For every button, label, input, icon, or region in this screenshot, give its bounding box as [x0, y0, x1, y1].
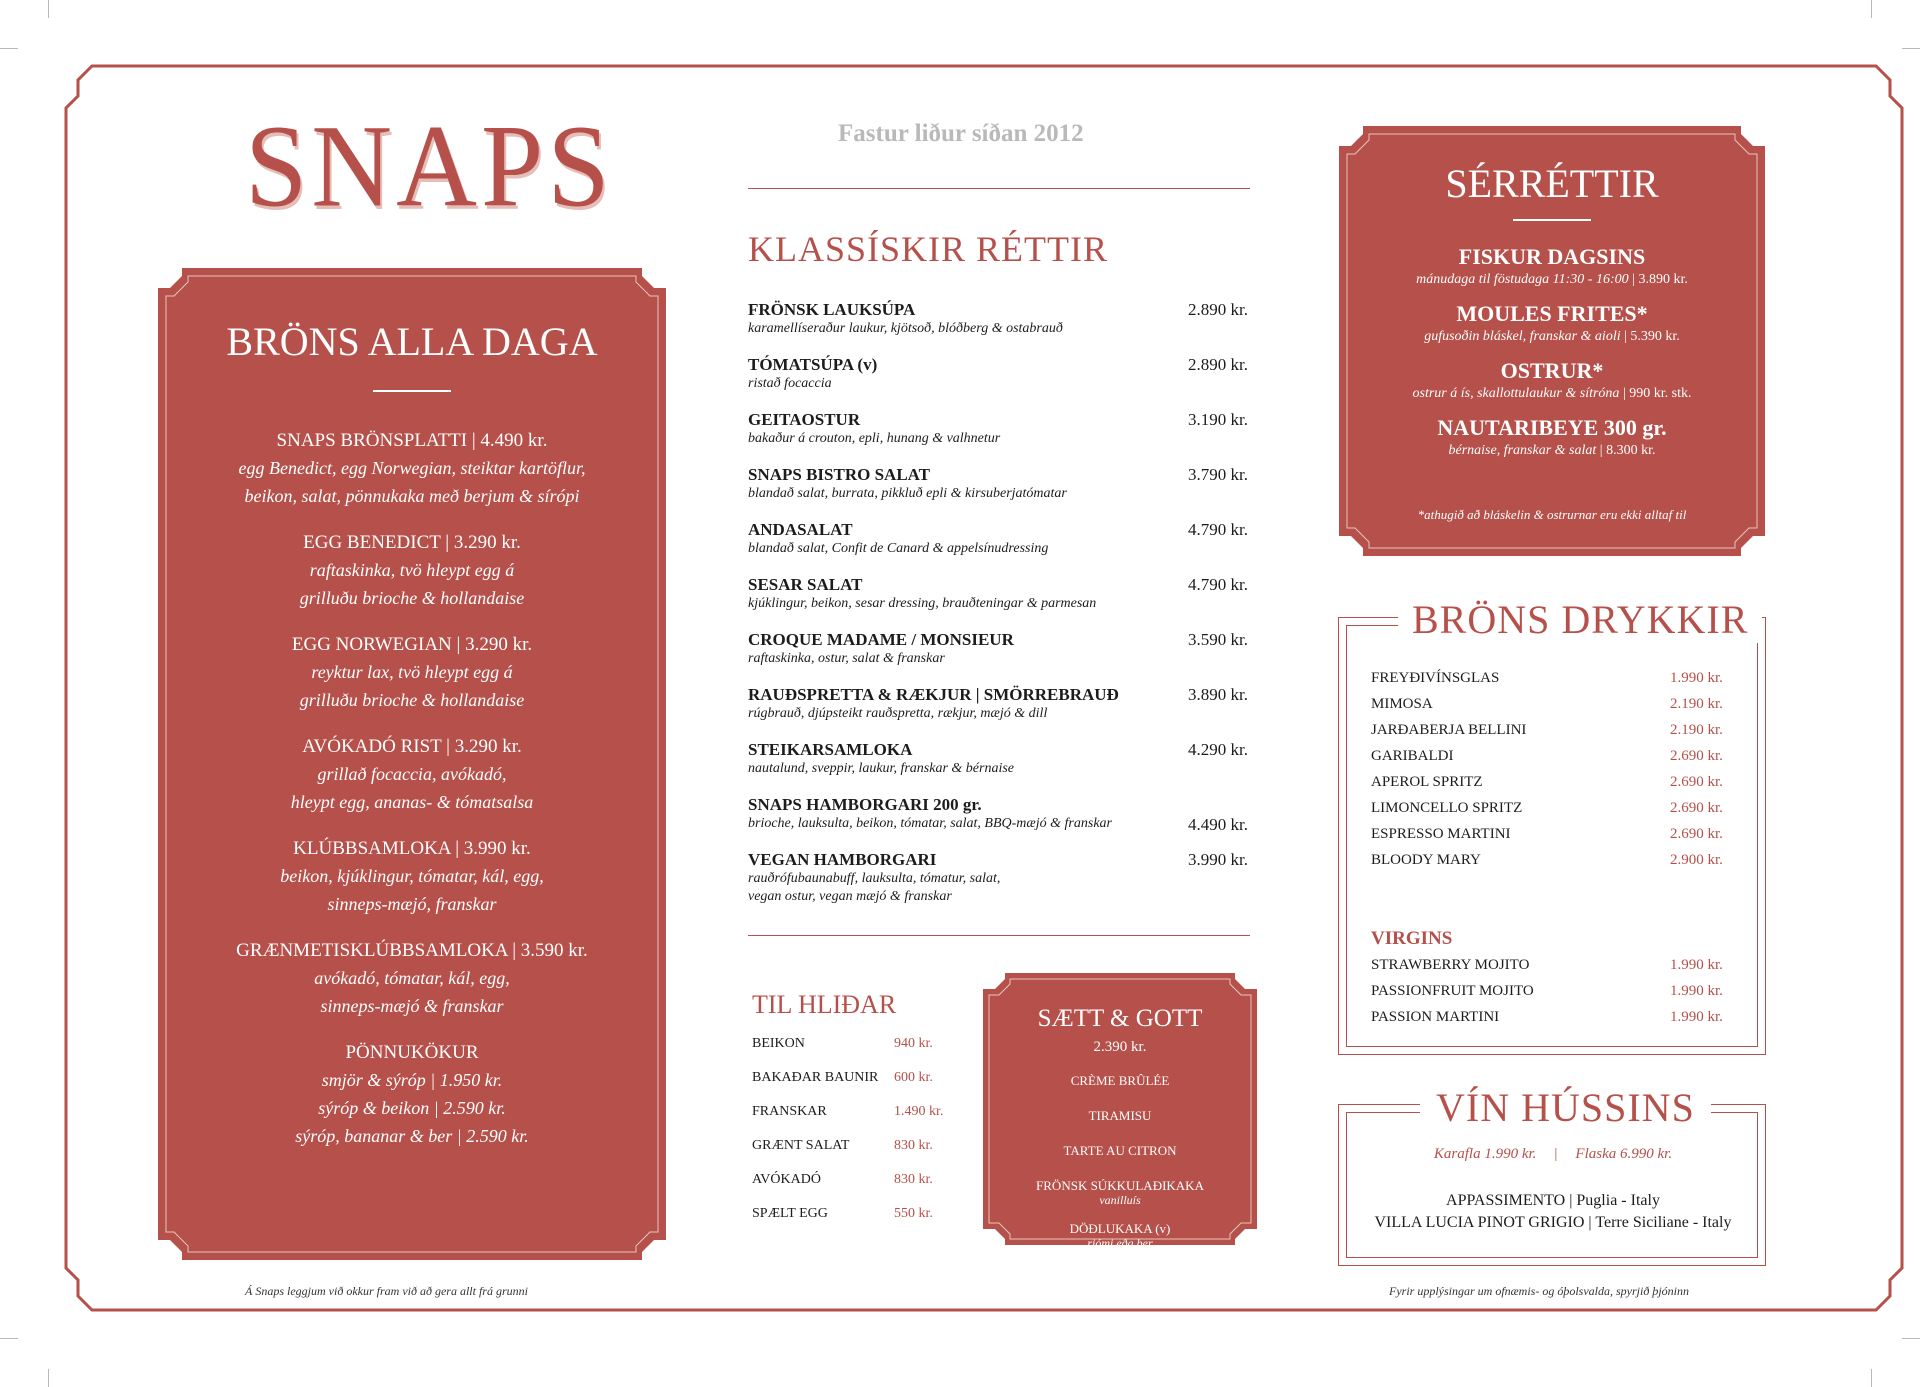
list-item	[158, 428, 666, 510]
list-item	[1371, 696, 1731, 722]
item-description: egg Benedict, egg Norwegian, steiktar kartöflur,	[238, 458, 586, 478]
item-description: sinneps-mæjó & franskar	[320, 996, 504, 1016]
item-price: 3.890 kr.	[1638, 272, 1688, 287]
dessert-price: 2.390 kr.	[1093, 1039, 1147, 1055]
item-name: FISKUR DAGSINS	[1458, 244, 1646, 269]
list-item	[752, 1036, 992, 1070]
virgins-list	[1371, 957, 1731, 1035]
item-price: 990 kr. stk.	[1629, 386, 1692, 401]
item-price: 1.990 kr.	[1670, 957, 1723, 973]
item-description: hleypt egg, ananas- & tómatsalsa	[290, 792, 534, 812]
crop-mark	[1871, 1369, 1872, 1387]
item-name: FRÖNSK SÚKKULAÐIKAKA	[1036, 1178, 1204, 1193]
price-separator: |	[1554, 1146, 1558, 1162]
item-name: EGG NORWEGIAN | 3.290 kr.	[291, 634, 533, 655]
list-item	[1339, 414, 1765, 460]
sides-title: TIL HLIÐAR	[752, 990, 897, 1019]
crop-mark	[48, 0, 49, 18]
divider	[748, 935, 1250, 936]
item-name: VEGAN HAMBORGARI	[748, 850, 937, 869]
item-price: 4.290 kr.	[1188, 740, 1248, 759]
list-item	[1371, 748, 1731, 774]
crop-mark	[0, 1338, 18, 1339]
item-price: 3.190 kr.	[1188, 410, 1248, 429]
item-description: blandað salat, burrata, pikkluð epli & kirsuberjatómatar	[748, 486, 1067, 501]
list-item	[983, 1143, 1257, 1159]
item-price: 2.690 kr.	[1670, 748, 1723, 764]
item-name: GRÆNT SALAT	[752, 1138, 850, 1153]
item-name: SESAR SALAT	[748, 575, 863, 594]
item-name: SNAPS BRÖNSPLATTI | 4.490 kr.	[276, 430, 548, 451]
carafe-price: Karafla 1.990 kr.	[1433, 1146, 1537, 1162]
list-item	[748, 850, 1248, 910]
classic-list	[748, 300, 1248, 910]
list-item	[1371, 722, 1731, 748]
item-name: PASSION MARTINI	[1371, 1009, 1500, 1025]
item-description: reyktur lax, tvö hleypt egg á	[311, 662, 513, 682]
item-price: 1.990 kr.	[1670, 1009, 1723, 1025]
specials-list	[1339, 243, 1765, 471]
item-description: vegan ostur, vegan mæjó & franskar	[748, 889, 952, 904]
item-name: MOULES FRITES*	[1456, 301, 1648, 326]
item-price: 3.890 kr.	[1188, 685, 1248, 704]
item-price: 600 kr.	[894, 1070, 933, 1085]
list-item	[1371, 774, 1731, 800]
list-item	[748, 300, 1248, 355]
tagline: Fastur liður síðan 2012	[838, 120, 1084, 147]
item-description: grillað focaccia, avókadó,	[317, 764, 507, 784]
item-name: PASSIONFRUIT MOJITO	[1371, 983, 1534, 999]
list-item	[752, 1070, 992, 1104]
item-price: 3.590 kr.	[1188, 630, 1248, 649]
item-description: mánudaga til föstudaga 11:30 - 16:00 | 3.890 kr.	[1416, 272, 1688, 287]
item-price: 4.790 kr.	[1188, 575, 1248, 594]
item-name: AVÓKADÓ RIST | 3.290 kr.	[302, 736, 522, 757]
item-name: GRÆNMETISKLÚBBSAMLOKA | 3.590 kr.	[236, 940, 588, 961]
item-name: KLÚBBSAMLOKA | 3.990 kr.	[293, 838, 531, 859]
brunch-items	[158, 428, 666, 1170]
item-price: 2.690 kr.	[1670, 800, 1723, 816]
item-name: GARIBALDI	[1371, 748, 1454, 764]
item-price: 2.890 kr.	[1188, 355, 1248, 374]
list-item	[748, 685, 1248, 740]
drinks-title: BRÖNS DRYKKIR	[1398, 596, 1762, 643]
list-item	[752, 1206, 992, 1240]
item-name: MIMOSA	[1371, 696, 1433, 712]
list-item	[983, 1221, 1257, 1250]
item-price: 4.490 kr.	[1188, 815, 1248, 834]
pancakes-item	[158, 1040, 666, 1150]
item-price: 940 kr.	[894, 1036, 933, 1051]
item-name: SPÆLT EGG	[752, 1206, 828, 1221]
item-name: JARÐABERJA BELLINI	[1371, 722, 1527, 738]
bottle-price: Flaska 6.990 kr.	[1575, 1146, 1673, 1162]
list-item	[1371, 852, 1731, 878]
specials-title: SÉRRÉTTIR	[1445, 161, 1659, 206]
item-name: APEROL SPRITZ	[1371, 774, 1483, 790]
item-description: bérnaise, franskar & salat | 8.300 kr.	[1448, 443, 1656, 458]
list-item	[1371, 670, 1731, 696]
brunch-title: BRÖNS ALLA DAGA	[226, 319, 598, 364]
specials-separator	[1513, 219, 1591, 221]
item-name: CRÈME BRÛLÉE	[1070, 1073, 1170, 1088]
crop-mark	[48, 1369, 49, 1387]
item-name: STEIKARSAMLOKA	[748, 740, 913, 759]
item-name: FREYÐIVÍNSGLAS	[1371, 670, 1500, 686]
divider	[748, 188, 1250, 189]
list-item	[158, 734, 666, 816]
pancake-option: smjör & sýróp | 1.950 kr.	[321, 1070, 503, 1090]
list-item	[752, 1104, 992, 1138]
item-name: RAUÐSPRETTA & RÆKJUR | SMÖRREBRAUÐ	[748, 685, 1119, 704]
item-price: 1.990 kr.	[1670, 670, 1723, 686]
footer-note-left: Á Snaps leggjum við okkur fram við að gera allt frá grunni	[245, 1284, 528, 1298]
item-description: kjúklingur, beikon, sesar dressing, brauðteningar & parmesan	[748, 596, 1097, 611]
wine-prices	[1340, 1146, 1766, 1163]
dessert-list	[983, 1073, 1257, 1269]
item-price: 830 kr.	[894, 1138, 933, 1153]
virgins-title: VIRGINS	[1371, 928, 1453, 949]
item-price: 2.690 kr.	[1670, 826, 1723, 842]
item-description: beikon, salat, pönnukaka með berjum & sírópi	[244, 486, 580, 506]
item-price: 2.890 kr.	[1188, 300, 1248, 319]
item-description: ristað focaccia	[748, 376, 832, 391]
pancake-option: sýróp & beikon | 2.590 kr.	[318, 1098, 506, 1118]
item-detail: mánudaga til föstudaga 11:30 - 16:00	[1416, 272, 1629, 287]
wine-item: APPASSIMENTO | Puglia - Italy	[1446, 1192, 1660, 1209]
item-name: LIMONCELLO SPRITZ	[1371, 800, 1523, 816]
item-name: SNAPS BISTRO SALAT	[748, 465, 931, 484]
item-name: TIRAMISU	[1088, 1108, 1152, 1123]
item-price: 4.790 kr.	[1188, 520, 1248, 539]
item-description: ostrur á ís, skallottulaukur & sítróna | 990 kr. stk.	[1412, 386, 1692, 401]
list-item	[1371, 800, 1731, 826]
wine-box-inner	[1346, 1112, 1758, 1258]
list-item	[158, 632, 666, 714]
crop-mark	[1902, 48, 1920, 49]
item-name: TARTE AU CITRON	[1063, 1143, 1177, 1158]
item-description: blandað salat, Confit de Canard & appelsínudressing	[748, 541, 1049, 556]
item-name: EGG BENEDICT | 3.290 kr.	[303, 532, 521, 553]
list-item	[748, 410, 1248, 465]
list-item	[752, 1138, 992, 1172]
item-price: 5.390 kr.	[1630, 329, 1680, 344]
item-price: 2.900 kr.	[1670, 852, 1723, 868]
drinks-list	[1371, 670, 1731, 878]
list-item	[983, 1073, 1257, 1089]
crop-mark	[0, 48, 18, 49]
list-item	[1339, 243, 1765, 289]
list-item	[1371, 826, 1731, 852]
item-detail: gufusoðin bláskel, franskar & aioli	[1424, 329, 1621, 344]
list-item	[1371, 957, 1731, 983]
crop-mark	[1902, 1338, 1920, 1339]
item-description: vanilluís	[1099, 1193, 1141, 1207]
item-detail: ostrur á ís, skallottulaukur & sítróna	[1412, 386, 1620, 401]
crop-mark	[1871, 0, 1872, 18]
wine-item: VILLA LUCIA PINOT GRIGIO | Terre Siciliane - Italy	[1374, 1214, 1732, 1231]
item-price: 1.990 kr.	[1670, 983, 1723, 999]
dessert-title: SÆTT & GOTT	[1037, 1005, 1203, 1032]
item-price: 550 kr.	[894, 1206, 933, 1221]
classic-title: KLASSÍSKIR RÉTTIR	[748, 229, 1109, 269]
list-item	[752, 1172, 992, 1206]
item-price: 2.190 kr.	[1670, 722, 1723, 738]
item-description: grilluðu brioche & hollandaise	[299, 588, 525, 608]
item-description: raftaskinka, tvö hleypt egg á	[309, 560, 515, 580]
list-item	[748, 740, 1248, 795]
item-name: BAKAÐAR BAUNIR	[752, 1070, 879, 1085]
specials-note: *athugið að bláskelin & ostrurnar eru ekki alltaf til	[1417, 507, 1687, 522]
item-name: NAUTARIBEYE 300 gr.	[1437, 415, 1667, 440]
item-description: karamellíseraður laukur, kjötsoð, blóðberg & ostabrauð	[748, 321, 1063, 336]
snaps-logo: SNAPS	[245, 101, 614, 232]
item-description: gufusoðin bláskel, franskar & aioli | 5.390 kr.	[1424, 329, 1680, 344]
wine-title: VÍN HÚSSINS	[1420, 1084, 1711, 1131]
item-description: avókadó, tómatar, kál, egg,	[314, 968, 510, 988]
item-description: raftaskinka, ostur, salat & franskar	[748, 651, 945, 666]
item-name: BEIKON	[752, 1036, 805, 1051]
item-name: SNAPS HAMBORGARI 200 gr.	[748, 795, 982, 814]
list-item	[158, 938, 666, 1020]
item-description: sinneps-mæjó, franskar	[327, 894, 497, 914]
list-item	[748, 520, 1248, 575]
list-item	[983, 1108, 1257, 1124]
item-description: nautalund, sveppir, laukur, franskar & bérnaise	[748, 761, 1014, 776]
item-description: rjómi eða ber	[1087, 1236, 1153, 1250]
item-price: 1.490 kr.	[894, 1104, 944, 1119]
item-name: ESPRESSO MARTINI	[1371, 826, 1511, 842]
dessert-panel	[983, 973, 1257, 1250]
item-price: 830 kr.	[894, 1172, 933, 1187]
item-name: TÓMATSÚPA (v)	[748, 355, 878, 374]
item-name: ANDASALAT	[748, 520, 853, 539]
list-item	[748, 355, 1248, 410]
list-item	[748, 575, 1248, 630]
item-name: CROQUE MADAME / MONSIEUR	[748, 630, 1014, 649]
item-name: BLOODY MARY	[1371, 852, 1481, 868]
list-item	[1339, 300, 1765, 346]
item-name: PÖNNUKÖKUR	[345, 1042, 479, 1063]
item-description: rauðrófubaunabuff, lauksulta, tómatur, salat,	[748, 871, 1001, 886]
item-name: AVÓKADÓ	[752, 1172, 821, 1187]
footer-note-right: Fyrir upplýsingar um ofnæmis- og óþolsvalda, spyrjið þjóninn	[1389, 1284, 1689, 1298]
item-description: rúgbrauð, djúpsteikt rauðspretta, rækjur, mæjó & dill	[748, 706, 1048, 721]
list-item	[1371, 983, 1731, 1009]
list-item	[1339, 357, 1765, 403]
list-item	[983, 1178, 1257, 1207]
wine-list	[1340, 1190, 1766, 1234]
item-price: 3.990 kr.	[1188, 850, 1248, 869]
brunch-separator	[373, 390, 451, 392]
item-name: FRÖNSK LAUKSÚPA	[748, 300, 916, 319]
item-price: 3.790 kr.	[1188, 465, 1248, 484]
item-detail: bérnaise, franskar & salat	[1448, 443, 1597, 458]
item-description: beikon, kjúklingur, tómatar, kál, egg,	[280, 866, 544, 886]
item-name: DÖÐLUKAKA (v)	[1069, 1221, 1171, 1236]
list-item	[1371, 1009, 1731, 1035]
sides-list	[752, 1036, 992, 1240]
list-item	[748, 795, 1248, 850]
item-description: brioche, lauksulta, beikon, tómatar, salat, BBQ-mæjó & franskar	[748, 816, 1112, 831]
item-price: 8.300 kr.	[1606, 443, 1656, 458]
list-item	[158, 836, 666, 918]
item-name: FRANSKAR	[752, 1104, 827, 1119]
list-item	[158, 530, 666, 612]
item-name: GEITAOSTUR	[748, 410, 861, 429]
specials-panel	[1339, 126, 1765, 556]
item-name: STRAWBERRY MOJITO	[1371, 957, 1530, 973]
item-name: OSTRUR*	[1500, 358, 1604, 383]
pancake-option: sýróp, bananar & ber | 2.590 kr.	[295, 1126, 529, 1146]
brunch-panel	[158, 268, 666, 1260]
item-description: grilluðu brioche & hollandaise	[299, 690, 525, 710]
item-description: bakaður á crouton, epli, hunang & valhnetur	[748, 431, 1001, 446]
list-item	[748, 630, 1248, 685]
list-item	[748, 465, 1248, 520]
item-price: 2.190 kr.	[1670, 696, 1723, 712]
item-price: 2.690 kr.	[1670, 774, 1723, 790]
